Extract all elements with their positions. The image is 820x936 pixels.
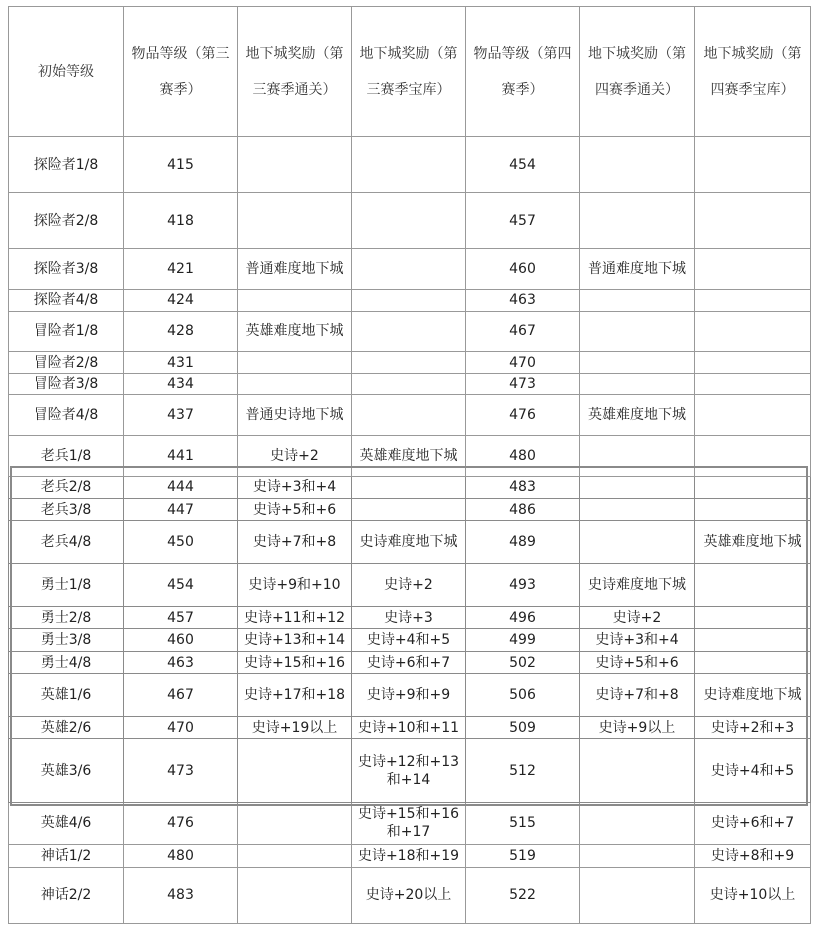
table-cell: 444 [124,476,238,498]
level-cell: 冒险者3/8 [9,373,124,394]
table-cell: 史诗+18和+19 [352,845,466,867]
table-row [9,845,811,867]
table-row [9,290,811,311]
table-cell: 史诗+3和+4 [580,629,695,651]
table-cell [580,311,695,352]
table-row [9,476,811,498]
level-cell: 勇士3/8 [9,629,124,651]
table-cell: 普通难度地下城 [238,249,352,290]
header-cell: 地下城奖励（第三赛季通关） [238,7,352,137]
level-cell: 探险者4/8 [9,290,124,311]
table-cell: 史诗难度地下城 [695,674,811,717]
table-cell [695,290,811,311]
table-cell: 493 [466,564,580,607]
table-cell: 史诗+5和+6 [580,651,695,673]
table-cell: 522 [466,867,580,923]
level-cell: 英雄3/6 [9,739,124,802]
table-cell: 483 [124,867,238,923]
table-cell: 英雄难度地下城 [238,311,352,352]
header-cell: 地下城奖励（第四赛季宝库） [695,7,811,137]
level-cell: 英雄2/6 [9,717,124,739]
table-cell [695,352,811,373]
table-cell: 457 [466,193,580,249]
header-cell: 初始等级 [9,7,124,137]
table-cell [580,290,695,311]
level-cell: 探险者3/8 [9,249,124,290]
table-cell [238,290,352,311]
header-cell: 地下城奖励（第三赛季宝库） [352,7,466,137]
table-cell: 史诗+12和+13和+14 [352,739,466,802]
table-row [9,607,811,629]
table-cell: 431 [124,352,238,373]
table-cell [580,802,695,845]
table-row [9,867,811,923]
table-cell: 483 [466,476,580,498]
table-cell: 史诗+8和+9 [695,845,811,867]
table-cell [352,395,466,436]
table-cell: 史诗+6和+7 [695,802,811,845]
header-cell: 地下城奖励（第四赛季通关） [580,7,695,137]
level-cell: 神话2/2 [9,867,124,923]
table-cell [238,845,352,867]
table-cell [695,193,811,249]
table-cell: 史诗+2 [580,607,695,629]
table-cell [352,290,466,311]
level-cell: 老兵4/8 [9,521,124,564]
table-cell: 450 [124,521,238,564]
table-row [9,717,811,739]
table-cell: 502 [466,651,580,673]
table-cell [238,867,352,923]
table-cell: 519 [466,845,580,867]
table-cell: 史诗+19以上 [238,717,352,739]
table-cell [695,629,811,651]
table-cell: 史诗+6和+7 [352,651,466,673]
level-cell: 老兵2/8 [9,476,124,498]
level-cell: 神话1/2 [9,845,124,867]
table-cell: 史诗+15和+16 [238,651,352,673]
table-cell [580,137,695,193]
table-cell [352,249,466,290]
table-cell [238,802,352,845]
table-cell: 英雄难度地下城 [580,395,695,436]
table-row [9,249,811,290]
table-cell: 史诗+7和+8 [580,674,695,717]
table-cell: 史诗+2 [352,564,466,607]
item-level-table [8,6,811,924]
table-row [9,311,811,352]
table-cell: 470 [124,717,238,739]
table-cell: 428 [124,311,238,352]
table-cell: 史诗+15和+16和+17 [352,802,466,845]
table-cell [580,867,695,923]
table-cell: 普通难度地下城 [580,249,695,290]
table-cell: 470 [466,352,580,373]
table-cell: 史诗+9和+9 [352,674,466,717]
table-cell: 489 [466,521,580,564]
table-cell: 509 [466,717,580,739]
table-cell [695,607,811,629]
table-cell [695,395,811,436]
table-cell [352,352,466,373]
table-cell: 史诗+7和+8 [238,521,352,564]
table-cell: 普通史诗地下城 [238,395,352,436]
table-cell: 史诗难度地下城 [352,521,466,564]
table-cell: 441 [124,435,238,476]
table-cell: 史诗+10和+11 [352,717,466,739]
table-cell: 457 [124,607,238,629]
table-cell: 史诗难度地下城 [580,564,695,607]
table-cell [580,373,695,394]
table-cell: 史诗+3 [352,607,466,629]
level-cell: 探险者2/8 [9,193,124,249]
table-cell [695,564,811,607]
table-row [9,739,811,802]
table-cell: 506 [466,674,580,717]
level-cell: 冒险者4/8 [9,395,124,436]
table-cell: 447 [124,499,238,521]
table-cell [695,435,811,476]
table-cell: 473 [124,739,238,802]
table-cell: 463 [124,651,238,673]
table-cell: 476 [124,802,238,845]
table-cell: 英雄难度地下城 [352,435,466,476]
table-cell [695,373,811,394]
table-cell: 史诗+13和+14 [238,629,352,651]
table-cell [580,352,695,373]
table-cell: 473 [466,373,580,394]
table-row [9,435,811,476]
header-cell: 物品等级（第四赛季） [466,7,580,137]
table-cell [238,193,352,249]
level-cell: 勇士2/8 [9,607,124,629]
table-cell: 史诗+2和+3 [695,717,811,739]
table-row [9,373,811,394]
table-cell: 史诗+10以上 [695,867,811,923]
table-cell: 史诗+4和+5 [352,629,466,651]
table-cell: 史诗+3和+4 [238,476,352,498]
table-cell: 434 [124,373,238,394]
table-cell: 418 [124,193,238,249]
table-row [9,629,811,651]
table-cell [580,521,695,564]
table-cell: 史诗+9和+10 [238,564,352,607]
table-cell [580,476,695,498]
table-row [9,193,811,249]
table-row [9,352,811,373]
table-cell [352,311,466,352]
table-cell [580,435,695,476]
table-cell [580,739,695,802]
header-row [9,7,811,137]
table-cell: 460 [466,249,580,290]
table-cell: 454 [466,137,580,193]
table-row [9,651,811,673]
table-cell: 460 [124,629,238,651]
table-row [9,395,811,436]
table-cell: 424 [124,290,238,311]
table-cell [695,137,811,193]
level-cell: 冒险者1/8 [9,311,124,352]
table-cell [352,476,466,498]
level-cell: 老兵1/8 [9,435,124,476]
table-cell [238,373,352,394]
table-cell: 499 [466,629,580,651]
level-cell: 冒险者2/8 [9,352,124,373]
table-row [9,137,811,193]
table-cell [695,651,811,673]
table-cell [695,249,811,290]
table-cell: 476 [466,395,580,436]
table-cell [352,373,466,394]
level-cell: 英雄1/6 [9,674,124,717]
table-cell: 史诗+4和+5 [695,739,811,802]
level-cell: 勇士4/8 [9,651,124,673]
table-cell [695,476,811,498]
table-cell: 512 [466,739,580,802]
table-row [9,499,811,521]
table-cell: 463 [466,290,580,311]
table-cell [352,499,466,521]
table-cell: 437 [124,395,238,436]
table-cell [352,193,466,249]
level-cell: 探险者1/8 [9,137,124,193]
level-cell: 老兵3/8 [9,499,124,521]
table-cell: 史诗+17和+18 [238,674,352,717]
table-cell [580,499,695,521]
level-cell: 勇士1/8 [9,564,124,607]
table-cell: 467 [466,311,580,352]
table-cell [238,739,352,802]
table-cell [695,311,811,352]
table-cell: 史诗+20以上 [352,867,466,923]
table-cell: 415 [124,137,238,193]
table-cell: 486 [466,499,580,521]
table-cell [580,193,695,249]
table-cell: 史诗+5和+6 [238,499,352,521]
header-cell: 物品等级（第三赛季） [124,7,238,137]
table-cell: 454 [124,564,238,607]
table-cell [238,352,352,373]
table-cell: 421 [124,249,238,290]
table-row [9,802,811,845]
table-cell [238,137,352,193]
level-cell: 英雄4/6 [9,802,124,845]
table-cell: 史诗+9以上 [580,717,695,739]
table-row [9,674,811,717]
table-row [9,564,811,607]
table-cell: 英雄难度地下城 [695,521,811,564]
table-row [9,521,811,564]
table-cell: 515 [466,802,580,845]
table-cell: 496 [466,607,580,629]
table-cell: 480 [124,845,238,867]
table-cell [695,499,811,521]
table-cell: 史诗+11和+12 [238,607,352,629]
table-cell: 史诗+2 [238,435,352,476]
table-cell [352,137,466,193]
table-cell: 480 [466,435,580,476]
table-cell: 467 [124,674,238,717]
table-cell [580,845,695,867]
